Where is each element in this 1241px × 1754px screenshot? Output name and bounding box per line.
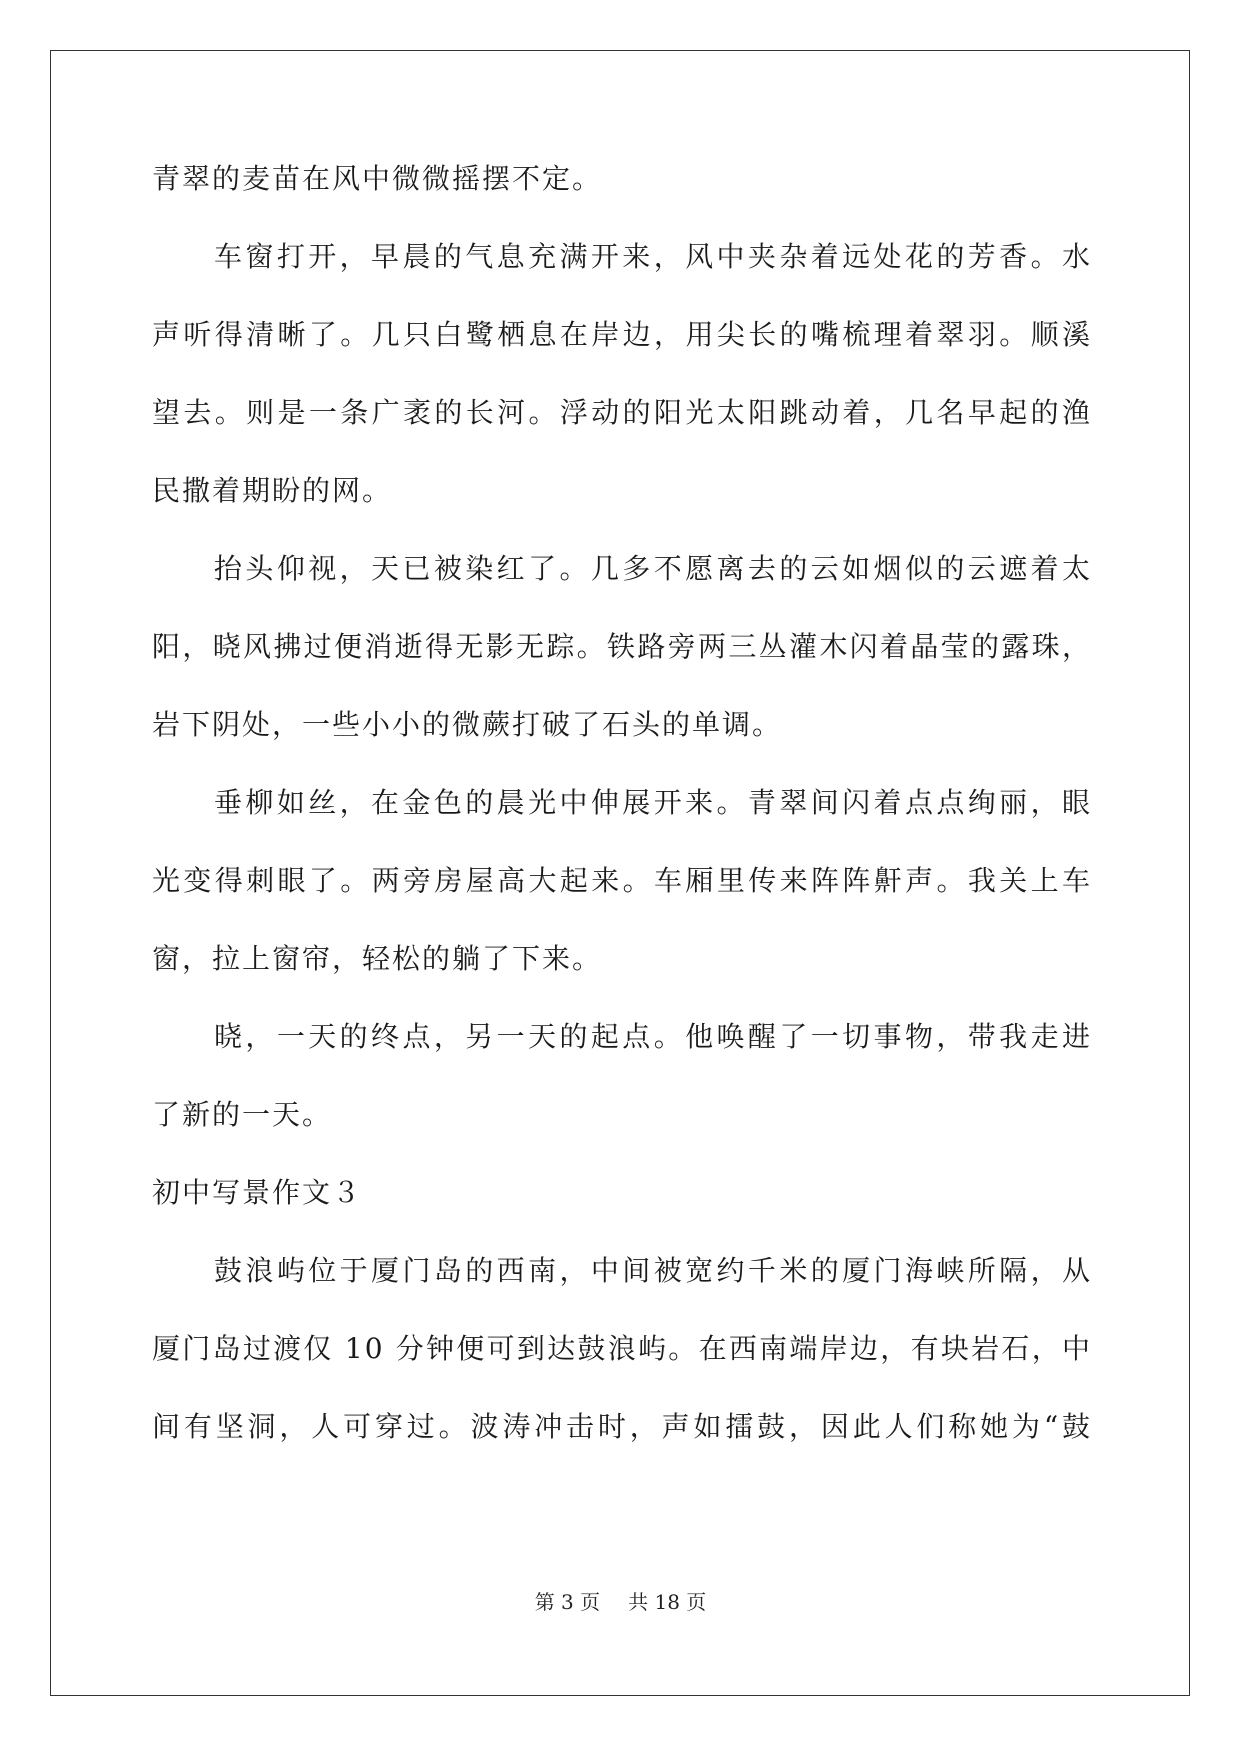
paragraph-line: 阳，晓风拂过便消逝得无影无踪。铁路旁两三丛灌木闪着晶莹的露珠， — [152, 630, 1092, 663]
paragraph-line: 鼓浪屿位于厦门岛的西南，中间被宽约千米的厦门海峡所隔，从 — [214, 1254, 1092, 1287]
paragraph-line: 晓，一天的终点，另一天的起点。他唤醒了一切事物，带我走进 — [214, 1020, 1092, 1053]
paragraph-line: 光变得刺眼了。两旁房屋高大起来。车厢里传来阵阵鼾声。我关上车 — [152, 864, 1092, 897]
paragraph-line: 厦门岛过渡仅 10 分钟便可到达鼓浪屿。在西南端岸边，有块岩石，中 — [152, 1332, 1092, 1365]
paragraph-line: 青翠的麦苗在风中微微摇摆不定。 — [152, 162, 603, 195]
paragraph-line: 声听得清晰了。几只白鹭栖息在岸边，用尖长的嘴梳理着翠羽。顺溪 — [152, 318, 1092, 351]
paragraph-line: 岩下阴处，一些小小的微蕨打破了石头的单调。 — [152, 708, 783, 741]
paragraph-line: 间有坚洞，人可穿过。波涛冲击时，声如擂鼓，因此人们称她为“鼓 — [152, 1410, 1092, 1443]
paragraph-line: 了新的一天。 — [152, 1098, 333, 1131]
paragraph-line: 窗，拉上窗帘，轻松的躺了下来。 — [152, 942, 603, 975]
paragraph-line: 望去。则是一条广袤的长河。浮动的阳光太阳跳动着，几名早起的渔 — [152, 396, 1092, 429]
section-heading: 初中写景作文３ — [152, 1176, 363, 1209]
paragraph-line: 民撒着期盼的网。 — [152, 474, 393, 507]
page-footer — [0, 1590, 1241, 1614]
document-body — [152, 160, 1092, 1486]
paragraph-line: 车窗打开，早晨的气息充满开来，风中夹杂着远处花的芳香。水 — [214, 240, 1092, 273]
page-total: 共 18 页 — [628, 1590, 707, 1614]
paragraph-line: 垂柳如丝，在金色的晨光中伸展开来。青翠间闪着点点绚丽，眼 — [214, 786, 1092, 819]
page-number: 第 3 页 — [534, 1590, 601, 1614]
paragraph-line: 抬头仰视，天已被染红了。几多不愿离去的云如烟似的云遮着太 — [214, 552, 1092, 585]
